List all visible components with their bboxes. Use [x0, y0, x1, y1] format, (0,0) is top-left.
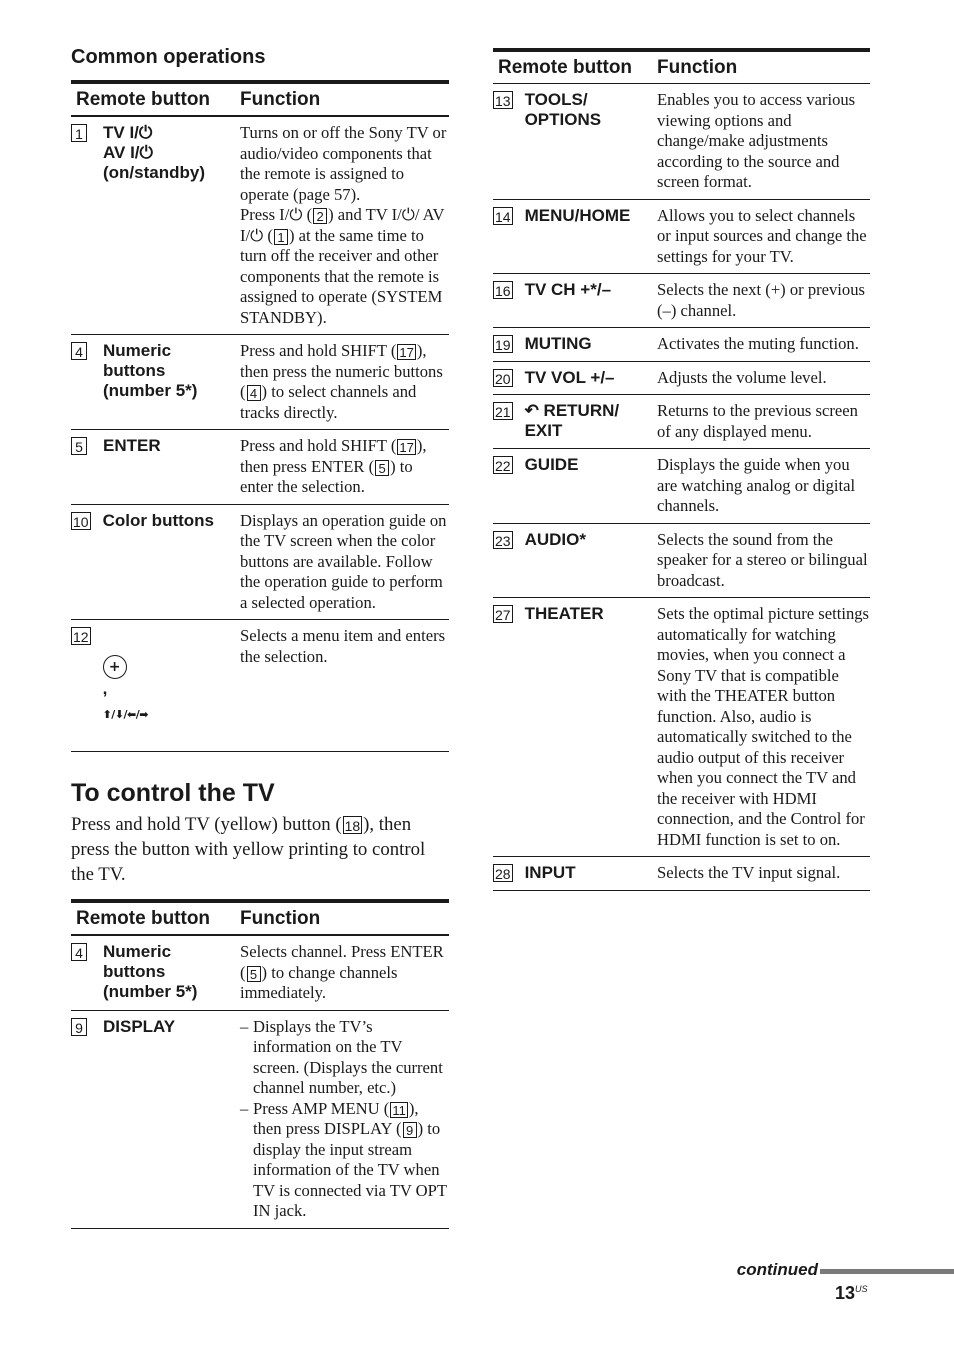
function-text: Displays an operation guide on the TV screen when the color buttons are available. Follow the operation guide to perform a selected operation. [240, 510, 447, 612]
item-number: 22 [495, 458, 511, 474]
arrow-keys-icon: ⬆/⬇/⬅/➡ [102, 708, 148, 721]
ref-number: 17 [399, 345, 414, 360]
item-number: 27 [495, 607, 511, 623]
item-number: 5 [71, 437, 87, 455]
table-row [71, 504, 449, 620]
table-row [493, 361, 870, 395]
button-name: Numeric buttons (number 5*) [103, 942, 198, 1001]
to-control-tv-heading: To control the TV [71, 779, 275, 807]
table-header [71, 903, 449, 935]
button-name: THEATER [524, 604, 604, 623]
function-text: Returns to the previous screen of any displayed menu. [657, 401, 858, 441]
item-number: 21 [495, 404, 511, 420]
ref-number: 11 [392, 1102, 406, 1118]
header-remote-button: Remote button [498, 56, 633, 78]
ref-number: 18 [344, 818, 361, 834]
ref-number: 9 [403, 1122, 417, 1138]
table-row [71, 619, 449, 751]
item-number: 13 [495, 93, 511, 109]
table-row [71, 116, 449, 334]
button-name: ↶ RETURN/ EXIT [524, 401, 620, 440]
left-column [71, 44, 449, 1229]
table-row [493, 448, 870, 523]
enter-plus-icon: + [103, 655, 127, 679]
page-number: $13^{US}$ [835, 1283, 868, 1303]
button-name: DISPLAY [103, 1016, 176, 1036]
item-number: 14 [495, 208, 511, 225]
item-number: 10 [73, 513, 89, 530]
function-text: Press and hold SHIFT ( 17 ), then press the numeric buttons ( 4 ) to select channels and tracks directly. [240, 341, 443, 422]
function-text: Enables you to access various viewing options and change/make adjustments according to the source and screen format. [657, 90, 856, 191]
right-table [493, 48, 870, 891]
table-row [493, 84, 870, 199]
item-number: 20 [495, 370, 511, 387]
function-text: Selects the sound from the speaker for a stereo or bilingual broadcast. [657, 529, 868, 590]
function-text: Allows you to select channels or input sources and change the settings for your TV. [657, 205, 867, 266]
item-number: 4 [71, 342, 87, 360]
button-name: ENTER [103, 436, 161, 455]
function-text: Adjusts the volume level. [657, 367, 827, 387]
item-number: 4 [71, 943, 87, 961]
ref-number: 17 [399, 440, 414, 455]
function-text: Press and hold SHIFT ( 17 ), then press ENTER ( 5 ) to enter the selection. [240, 436, 427, 496]
tv-control-table [71, 899, 449, 1229]
button-name: INPUT [524, 863, 576, 882]
function-text [240, 1017, 449, 1222]
button-name: MUTING [524, 334, 592, 353]
item-number: 19 [495, 337, 511, 353]
list-item: – Displays the TV’s information on the TV screen. (Displays the current channel number, etc.) [240, 1016, 443, 1097]
item-number: 12 [73, 629, 89, 645]
header-function: Function [657, 56, 738, 78]
table-row [71, 1010, 449, 1228]
table-header [493, 52, 870, 84]
button-name: AUDIO* [524, 529, 586, 549]
ref-number: 5 [375, 460, 389, 476]
button-name: + , ⬆/⬇/⬅/➡ [103, 635, 148, 745]
ref-number: 2 [313, 208, 327, 224]
table-row [493, 273, 870, 327]
table-row [493, 327, 870, 361]
table-row [71, 935, 449, 1010]
table-row [493, 199, 870, 274]
button-name: TOOLS/ OPTIONS [524, 90, 602, 129]
table-header [71, 84, 449, 116]
header-remote-button: Remote button [76, 907, 211, 929]
common-operations-table [71, 80, 449, 752]
continued-label: continued [736, 1260, 818, 1279]
function-text: Turns on or off the Sony TV or audio/video components that the remote is assigned to operate (page 57). Press I/⏻ ( 2 ) and TV I/⏻/ AV I/⏻ ( 1 ) at the same time to turn off the receiver and other components that the remote is assigned to operate (SYSTEM STANDBY). [240, 123, 447, 327]
button-name: GUIDE [524, 455, 579, 474]
ref-number: 4 [247, 385, 261, 401]
header-remote-button: Remote button [76, 88, 211, 110]
item-number: 16 [495, 283, 511, 299]
button-name: TV VOL +/– [524, 367, 615, 387]
ref-number: 1 [274, 229, 288, 245]
common-operations-heading: Common operations [71, 46, 266, 68]
table-row [493, 856, 870, 890]
function-text: Sets the optimal picture settings automatically for watching movies, when you connect a Sony TV that is compatible with the THEATER button function. Also, audio is automatically switched to the audio output of this receiver when you connect the TV and the receiver with HDMI connection, and the Control for HDMI function is set to on. [657, 604, 869, 849]
table-row [493, 523, 870, 598]
function-text: Selects channel. Press ENTER ( 5 ) to change channels immediately. [240, 942, 444, 1002]
table-row [71, 429, 449, 504]
header-function: Function [240, 907, 321, 929]
ref-number: 5 [247, 966, 261, 982]
button-name: TV CH +*/– [524, 280, 612, 299]
function-text: Selects a menu item and enters the selection. [240, 626, 446, 666]
list-item: – Press AMP MENU ( 11 ), then press DISPLAY ( 9 ) to display the input stream information of the TV when TV is connected via TV OPT IN jack. [240, 1098, 447, 1220]
button-name: MENU/HOME [524, 205, 631, 225]
header-function: Function [240, 88, 321, 110]
table-row [493, 597, 870, 856]
function-text: Selects the next (+) or previous (–) channel. [657, 280, 865, 320]
item-number: 1 [71, 124, 87, 142]
function-text: Selects the TV input signal. [657, 863, 841, 882]
item-number: 9 [71, 1018, 87, 1036]
item-number: 28 [495, 866, 511, 882]
continued-bar [820, 1269, 954, 1274]
table-row [71, 334, 449, 429]
function-text: Displays the guide when you are watching analog or digital channels. [657, 455, 856, 515]
item-number: 23 [495, 532, 511, 549]
button-name: TV I/⏻ AV I/⏻ (on/standby) [103, 123, 205, 182]
button-name: Numeric buttons (number 5*) [103, 341, 198, 400]
table-row [493, 394, 870, 448]
button-name: Color buttons [102, 510, 214, 530]
function-text: Activates the muting function. [657, 334, 859, 353]
right-column [493, 48, 870, 891]
intro-paragraph: Press and hold TV (yellow) button ( 18 ), then press the button with yellow printing to control the TV. [71, 814, 426, 885]
